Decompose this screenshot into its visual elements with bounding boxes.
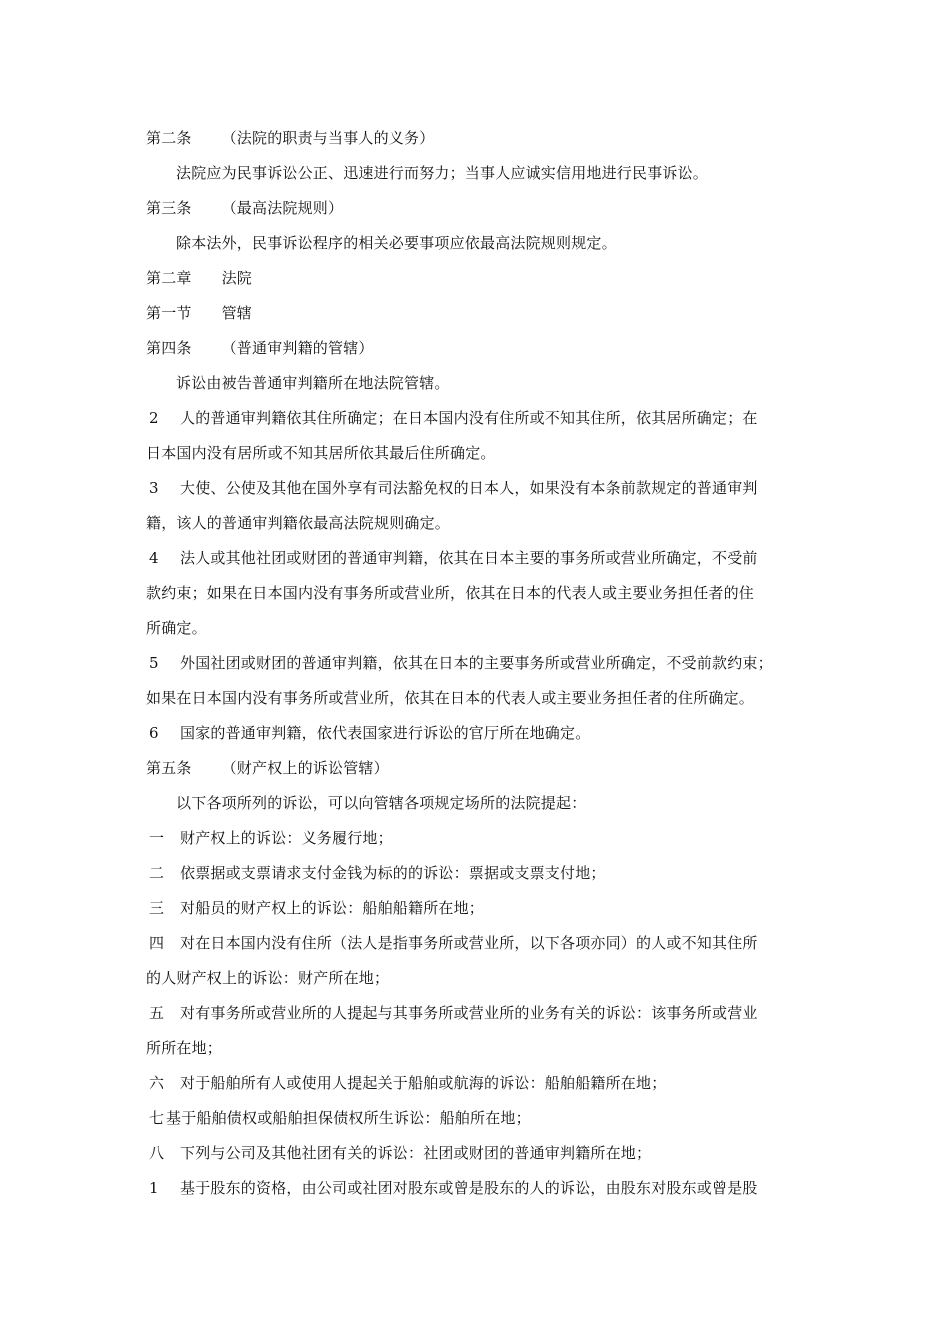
continuation-line: 所所在地； — [146, 1039, 223, 1057]
article-heading: 第四条 （普通审判籍的管辖） — [146, 339, 374, 357]
continuation-line: 籍，该人的普通审判籍依最高法院规则确定。 — [146, 514, 451, 532]
continuation-line: 如果在日本国内没有事务所或营业所，依其在日本的代表人或主要业务担任者的住所确定。 — [146, 689, 755, 707]
clause-line: 3 大使、公使及其他在国外享有司法豁免权的日本人，如果没有本条前款规定的普通审判 — [149, 479, 758, 497]
paragraph: 诉讼由被告普通审判籍所在地法院管辖。 — [176, 374, 450, 392]
article-heading: 第三条 （最高法院规则） — [146, 199, 344, 217]
clause-line: 1 基于股东的资格，由公司或社团对股东或曾是股东的人的诉讼，由股东对股东或曾是股 — [149, 1179, 758, 1197]
paragraph: 法院应为民事诉讼公正、迅速进行而努力；当事人应诚实信用地进行民事诉讼。 — [176, 164, 709, 182]
article-heading: 第五条 （财产权上的诉讼管辖） — [146, 759, 389, 777]
clause-line: 5 外国社团或财团的普通审判籍，依其在日本的主要事务所或营业所确定，不受前款约束； — [149, 654, 773, 672]
item-line: 二 依票据或支票请求支付金钱为标的的诉讼：票据或支票支付地； — [149, 864, 606, 882]
continuation-line: 款约束；如果在日本国内没有事务所或营业所，依其在日本的代表人或主要业务担任者的住 — [146, 584, 755, 602]
item-line: 一 财产权上的诉讼：义务履行地； — [149, 829, 393, 847]
chapter-heading: 第二章 法院 — [146, 269, 253, 287]
paragraph: 以下各项所列的诉讼，可以向管辖各项规定场所的法院提起： — [176, 794, 587, 812]
item-line: 八 下列与公司及其他社团有关的诉讼：社团或财团的普通审判籍所在地； — [149, 1144, 652, 1162]
continuation-line: 日本国内没有居所或不知其居所依其最后住所确定。 — [146, 444, 496, 462]
continuation-line: 的人财产权上的诉讼：财产所在地； — [146, 969, 390, 987]
item-line: 三 对船员的财产权上的诉讼：船舶船籍所在地； — [149, 899, 485, 917]
continuation-line: 所确定。 — [146, 619, 207, 637]
document-page — [146, 121, 810, 1206]
item-line: 四 对在日本国内没有住所（法人是指事务所或营业所，以下各项亦同）的人或不知其住所 — [149, 934, 758, 952]
paragraph: 除本法外，民事诉讼程序的相关必要事项应依最高法院规则规定。 — [176, 234, 617, 252]
item-line: 五 对有事务所或营业所的人提起与其事务所或营业所的业务有关的诉讼：该事务所或营业 — [149, 1004, 758, 1022]
item-line: 六 对于船舶所有人或使用人提起关于船舶或航海的诉讼：船舶船籍所在地； — [149, 1074, 667, 1092]
item-line: 七 基于船舶债权或船舶担保债权所生诉讼：船舶所在地； — [149, 1109, 531, 1127]
clause-line: 6 国家的普通审判籍，依代表国家进行诉讼的官厅所在地确定。 — [149, 724, 591, 742]
clause-line: 2 人的普通审判籍依其住所确定；在日本国内没有住所或不知其住所，依其居所确定；在 — [149, 409, 758, 427]
clause-line: 4 法人或其他社团或财团的普通审判籍，依其在日本主要的事务所或营业所确定，不受前 — [149, 549, 758, 567]
section-heading: 第一节 管辖 — [146, 304, 253, 322]
article-heading: 第二条 （法院的职责与当事人的义务） — [146, 129, 435, 147]
